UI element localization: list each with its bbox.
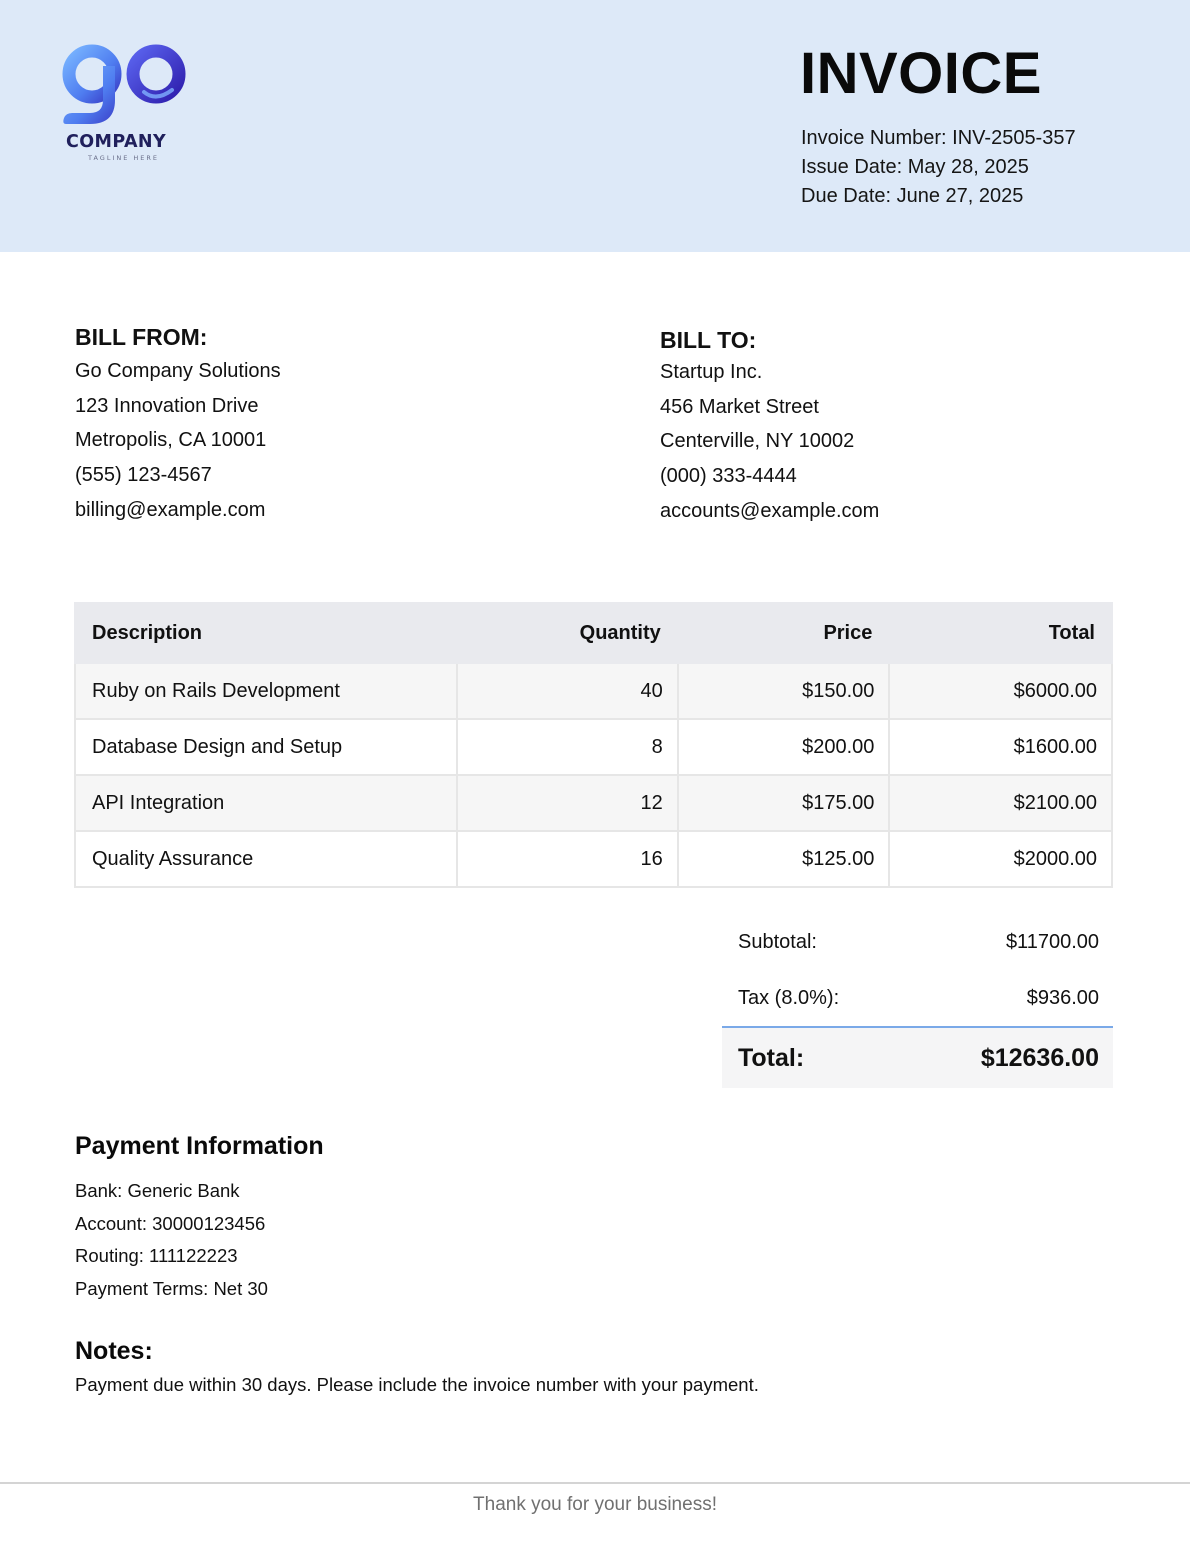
bill-from-heading: BILL FROM:	[75, 324, 208, 350]
item-description: Quality Assurance	[75, 831, 457, 887]
grand-total-label: Total:	[738, 1043, 805, 1072]
company-logo	[60, 42, 190, 164]
payment-account: Account: 30000123456	[75, 1212, 266, 1234]
items-table	[74, 602, 1113, 888]
header-total: Total	[889, 603, 1112, 663]
payment-title: Payment Information	[75, 1132, 324, 1160]
table-row	[75, 719, 1112, 775]
bill-to-street: 456 Market Street	[660, 395, 819, 418]
payment-routing: Routing: 111122223	[75, 1245, 238, 1266]
item-description: Ruby on Rails Development	[75, 663, 457, 719]
subtotal-row	[722, 914, 1113, 970]
tax-row	[722, 970, 1113, 1026]
subtotal-value: $11700.00	[1005, 930, 1099, 953]
bill-to-city: Centerville, NY 10002	[660, 430, 855, 453]
item-price: $150.00	[678, 663, 890, 719]
bill-from-email: billing@example.com	[75, 498, 266, 521]
footer-text: Thank you for your business!	[473, 1494, 717, 1515]
notes-title: Notes:	[75, 1337, 153, 1365]
grand-total-value: $12636.00	[980, 1043, 1099, 1072]
invoice-number: Invoice Number: INV-2505-357	[801, 127, 1076, 149]
item-quantity: 8	[457, 719, 678, 775]
logo-company-name: COMPANY	[66, 132, 167, 152]
notes-section	[75, 1335, 759, 1397]
totals-block	[722, 914, 1113, 1088]
items-header-row	[75, 603, 1112, 663]
item-quantity: 16	[457, 831, 678, 887]
header-band	[0, 0, 1190, 252]
issue-date: Issue Date: May 28, 2025	[801, 156, 1029, 178]
bill-from-city: Metropolis, CA 10001	[75, 429, 267, 452]
item-description: Database Design and Setup	[75, 719, 457, 775]
bill-to	[660, 324, 879, 529]
item-total: $2100.00	[889, 775, 1112, 831]
bill-from-company: Go Company Solutions	[75, 360, 281, 382]
payment-lines	[75, 1175, 324, 1305]
item-total: $6000.00	[889, 663, 1112, 719]
item-quantity: 40	[457, 663, 678, 719]
bill-to-phone: (000) 333-4444	[660, 465, 797, 488]
table-row	[75, 663, 1112, 719]
item-price: $125.00	[678, 831, 890, 887]
item-description: API Integration	[75, 775, 457, 831]
bill-to-email: accounts@example.com	[660, 499, 880, 522]
go-logo-icon	[60, 42, 190, 132]
tax-value: $936.00	[1026, 986, 1099, 1009]
item-quantity: 12	[457, 775, 678, 831]
notes-text: Payment due within 30 days. Please include the invoice number with your payment.	[75, 1374, 759, 1395]
bill-from-street: 123 Innovation Drive	[75, 394, 259, 417]
payment-information	[75, 1130, 324, 1305]
invoice-meta	[801, 124, 1076, 211]
due-date: Due Date: June 27, 2025	[801, 185, 1024, 207]
header-price: Price	[678, 603, 890, 663]
item-price: $175.00	[678, 775, 890, 831]
payment-bank: Bank: Generic Bank	[75, 1180, 240, 1201]
item-total: $2000.00	[889, 831, 1112, 887]
subtotal-label: Subtotal:	[738, 930, 817, 953]
item-price: $200.00	[678, 719, 890, 775]
bill-to-company: Startup Inc.	[660, 361, 763, 383]
header-quantity: Quantity	[457, 603, 678, 663]
item-total: $1600.00	[889, 719, 1112, 775]
table-row	[75, 831, 1112, 887]
header-description: Description	[75, 603, 457, 663]
grand-total-row	[722, 1026, 1113, 1088]
bill-from	[75, 321, 281, 528]
table-row	[75, 775, 1112, 831]
tax-label: Tax (8.0%):	[738, 986, 840, 1009]
bill-to-heading: BILL TO:	[660, 327, 757, 353]
bill-from-phone: (555) 123-4567	[75, 464, 212, 487]
invoice-title: INVOICE	[800, 41, 1042, 106]
logo-tagline: TAGLINE HERE	[88, 154, 160, 162]
payment-terms: Payment Terms: Net 30	[75, 1277, 268, 1299]
footer-divider	[0, 1482, 1190, 1484]
